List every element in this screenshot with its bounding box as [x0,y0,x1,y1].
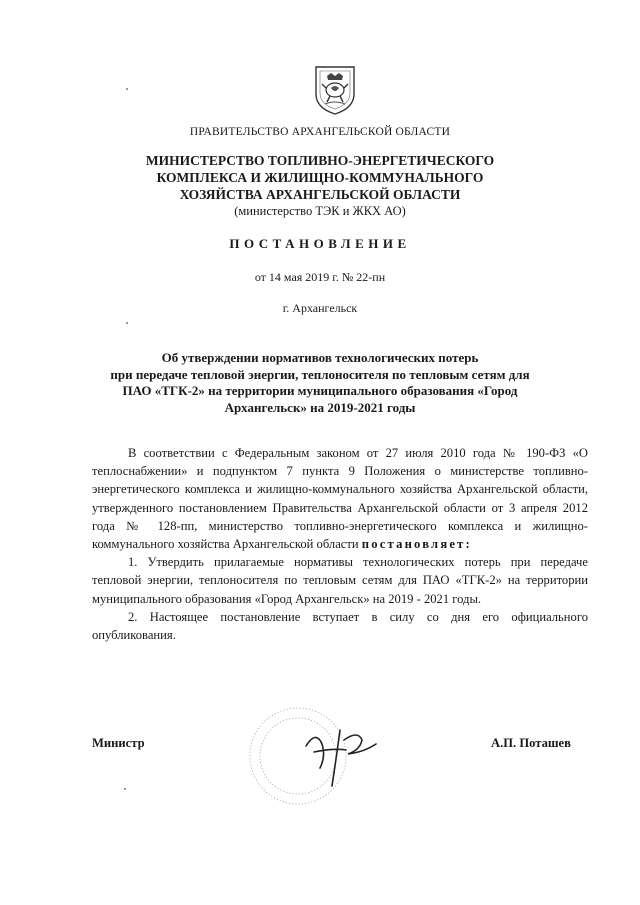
document-type: ПОСТАНОВЛЕНИЕ [229,236,411,251]
ministry-short-name: (министерство ТЭК и ЖКХ АО) [234,204,406,218]
document-body [92,444,588,644]
ministry-line: ХОЗЯЙСТВА АРХАНГЕЛЬСКОЙ ОБЛАСТИ [179,187,461,202]
title-line: ПАО «ТГК-2» на территории муниципального образования «Город [122,383,518,398]
preamble-paragraph [92,444,588,553]
ministry-line: МИНИСТЕРСТВО ТОПЛИВНО-ЭНЕРГЕТИЧЕСКОГО [145,153,495,168]
title-line: Об утверждении нормативов технологических потерь [161,350,479,365]
item-2: 2. Настоящее постановление вступает в силу со дня его официального опубликования. [92,609,588,643]
scan-speck [124,788,126,790]
scan-speck [126,88,128,90]
document-title [0,350,640,416]
document-date-number: от 14 мая 2019 г. № 22-пн [254,270,386,284]
title-line: Архангельск» на 2019-2021 годы [224,399,416,415]
government-name: ПРАВИТЕЛЬСТВО АРХАНГЕЛЬСКОЙ ОБЛАСТИ [189,126,451,138]
item-1: 1. Утвердить прилагаемые нормативы технологических потерь при передаче тепловой энергии, теплоносителя по тепловым сетям для ПАО «ТГК-2» на территории муниципального образования «Город Архангельск» на 2019 - 2021 годы. [92,555,588,606]
document-city: г. Архангельск [282,301,358,315]
coat-of-arms-emblem [313,64,357,116]
decree-word: постановляет: [361,537,472,552]
preamble-text: В соответствии с Федеральным законом от 27 июля 2010 года № 190-ФЗ «О теплоснабжении» и подпунктом 7 пункта 9 Положения о министерстве топливно-энергетического комплекса и жилищно-коммунального хозяйства Архангельской области, утвержденного постановлением Правительства Архангельской области от 3 апреля 2012 года № 128-пп, министерство топливно-энергетического комплекса и жилищно-коммунального хозяйства Архангельской области [92,446,588,552]
title-line: при передаче тепловой энергии, теплоносителя по тепловым сетям для [110,366,530,382]
signatory-position: Министр [92,736,145,750]
scan-speck [126,322,128,324]
ministry-name [0,152,640,220]
handwritten-signature [236,690,436,830]
ministry-line: КОМПЛЕКСА И ЖИЛИЩНО-КОММУНАЛЬНОГО [156,170,484,185]
signatory-name: А.П. Поташев [491,736,571,750]
